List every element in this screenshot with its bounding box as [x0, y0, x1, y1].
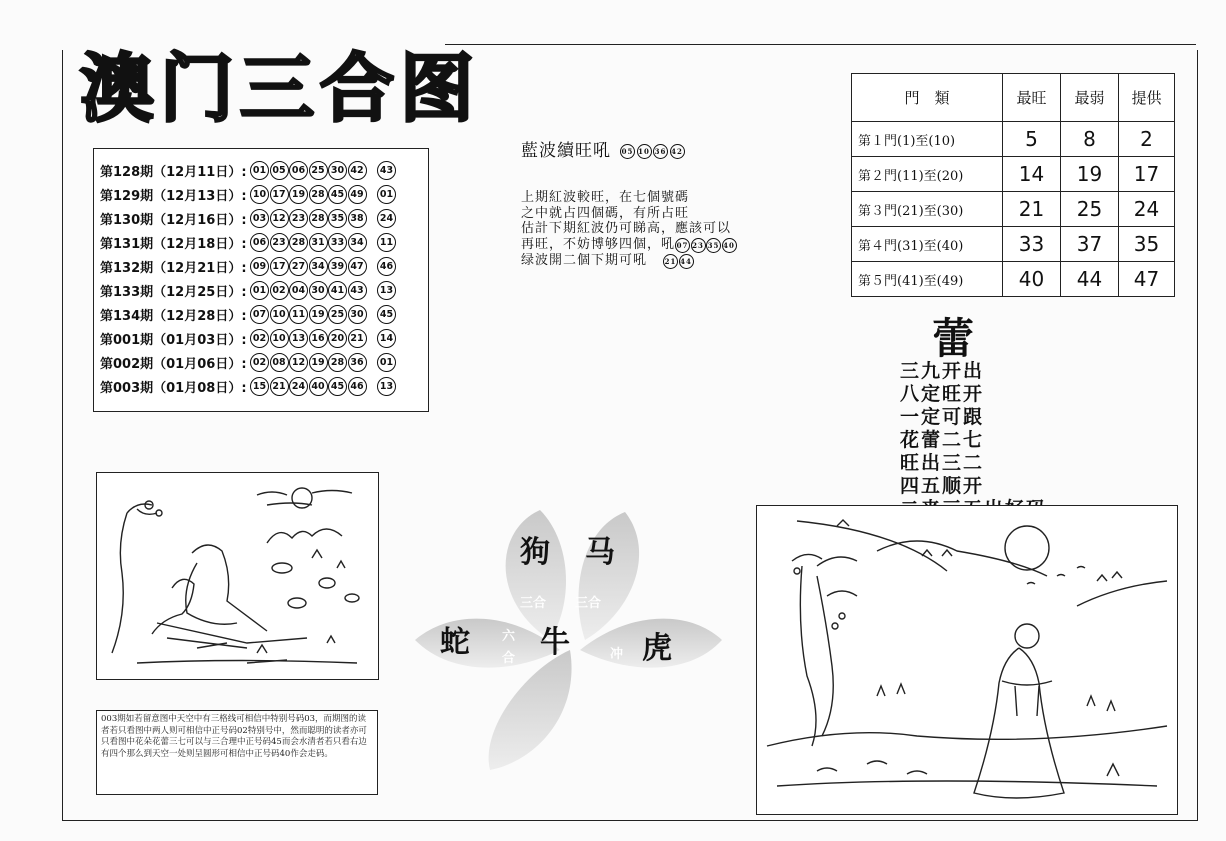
draw-label: 第003期（01月08日）:: [100, 380, 247, 396]
paragraph-balls: [675, 237, 737, 252]
stats-cell-label: 第３門(21)至(30): [852, 192, 1003, 227]
stats-cell-provide: 47: [1119, 262, 1175, 297]
draw-row: [100, 327, 397, 349]
number-ball: 10: [270, 329, 289, 348]
number-ball: 10: [250, 185, 269, 204]
number-ball: 39: [328, 257, 347, 276]
draw-row: [100, 255, 397, 277]
number-ball: 11: [289, 305, 308, 324]
number-ball: 12: [289, 353, 308, 372]
stats-header: 最旺: [1003, 74, 1061, 122]
number-ball: 04: [289, 281, 308, 300]
explanation-note: 003期如若留意图中天空中有三格线可相信中特别号码03，而期图的读者若只看图中两人则可相信中正号码02特别号中，然而聪明的读者亦可只看图中花朵花蕾三七可以与三合理中正号码45而会水清者若只看右边有四个那么到天空一处则呈圆形可相信中正号码40作会走码。: [96, 710, 378, 795]
stats-cell-provide: 2: [1119, 122, 1175, 157]
stats-cell-max: 33: [1003, 227, 1061, 262]
stats-cell-min: 25: [1061, 192, 1119, 227]
number-ball: 43: [348, 281, 367, 300]
number-ball: 03: [250, 209, 269, 228]
draw-row: [100, 351, 397, 373]
number-ball: 02: [250, 329, 269, 348]
number-ball: 25: [328, 305, 347, 324]
petal-top-left: [506, 510, 566, 640]
stats-cell-min: 19: [1061, 157, 1119, 192]
stats-table: [851, 73, 1175, 297]
sanhe-right-tag: 三合: [575, 596, 602, 611]
number-ball: 38: [348, 209, 367, 228]
number-ball: 28: [309, 185, 328, 204]
number-ball: 28: [289, 233, 308, 252]
stats-cell-max: 21: [1003, 192, 1061, 227]
number-ball: 05: [620, 144, 635, 159]
number-ball: 20: [328, 329, 347, 348]
stats-cell-max: 40: [1003, 262, 1061, 297]
number-ball: 27: [289, 257, 308, 276]
stats-cell-label: 第４門(31)至(40): [852, 227, 1003, 262]
paragraph-line-text: 绿波開二個下期可吼: [521, 252, 648, 268]
number-ball: 34: [309, 257, 328, 276]
lei-character: 蕾: [932, 314, 975, 363]
chong-tag: 冲: [610, 647, 624, 662]
number-ball: 08: [270, 353, 289, 372]
paragraph-line: 上期紅波較旺，在七個號碼: [521, 190, 690, 205]
draw-row: [100, 279, 397, 301]
special-ball: 46: [377, 257, 396, 276]
number-ball: 30: [348, 305, 367, 324]
zodiac-flower: [410, 500, 730, 780]
liuhe-tag-1: 六: [502, 629, 516, 644]
number-ball: 25: [309, 161, 328, 180]
stats-cell-max: 5: [1003, 122, 1061, 157]
draw-label: 第129期（12月13日）:: [100, 188, 247, 204]
draw-label: 第002期（01月06日）:: [100, 356, 247, 372]
number-ball: 10: [637, 144, 652, 159]
number-ball: 23: [270, 233, 289, 252]
number-ball: 21: [270, 377, 289, 396]
number-ball: 02: [250, 353, 269, 372]
special-ball: 43: [377, 161, 396, 180]
number-ball: 17: [270, 257, 289, 276]
number-ball: 09: [250, 257, 269, 276]
number-ball: 34: [348, 233, 367, 252]
number-ball: 45: [328, 185, 347, 204]
draw-label: 第133期（12月25日）:: [100, 284, 247, 300]
special-ball: 01: [377, 185, 396, 204]
draw-row: [100, 183, 397, 205]
stats-header: 門 類: [852, 74, 1003, 122]
number-ball: 41: [328, 281, 347, 300]
special-ball: 14: [377, 329, 396, 348]
illustration-lady: [756, 505, 1178, 815]
number-ball: 15: [250, 377, 269, 396]
stats-header: 提供: [1119, 74, 1175, 122]
stats-cell-label: 第２門(11)至(20): [852, 157, 1003, 192]
zodiac-horse: 马: [585, 535, 615, 570]
draw-row: [100, 375, 397, 397]
number-ball: 33: [328, 233, 347, 252]
number-ball: 49: [348, 185, 367, 204]
number-ball: 31: [309, 233, 328, 252]
illustration-scholars: [96, 472, 379, 680]
zodiac-dog: 狗: [520, 535, 550, 570]
number-ball: 36: [348, 353, 367, 372]
number-ball: 23: [289, 209, 308, 228]
number-ball: 35: [706, 238, 721, 253]
stats-cell-label: 第５門(41)至(49): [852, 262, 1003, 297]
number-ball: 42: [348, 161, 367, 180]
zodiac-ox: 牛: [540, 625, 570, 660]
stats-cell-provide: 35: [1119, 227, 1175, 262]
number-ball: 02: [270, 281, 289, 300]
number-ball: 24: [289, 377, 308, 396]
poem-line: 一定可跟: [900, 406, 985, 428]
sanhe-left-tag: 三合: [520, 596, 547, 611]
analysis-paragraph: [521, 190, 737, 269]
draw-label: 第132期（12月21日）:: [100, 260, 247, 276]
number-ball: 19: [309, 353, 328, 372]
paragraph-line-text: 再旺，不妨博够四個，吼: [521, 236, 676, 252]
stats-cell-min: 44: [1061, 262, 1119, 297]
stats-row: [852, 262, 1175, 297]
number-ball: 21: [663, 254, 678, 269]
number-ball: 01: [250, 281, 269, 300]
number-ball: 12: [270, 209, 289, 228]
number-ball: 47: [348, 257, 367, 276]
number-ball: 05: [270, 161, 289, 180]
number-ball: 35: [328, 209, 347, 228]
frame-top-line: [445, 44, 1196, 45]
zodiac-tiger: 虎: [642, 631, 672, 666]
special-ball: 13: [377, 281, 396, 300]
number-ball: 19: [289, 185, 308, 204]
stats-row: [852, 122, 1175, 157]
number-ball: 01: [250, 161, 269, 180]
poem-line: 旺出三二: [900, 452, 985, 474]
paragraph-balls: [663, 253, 694, 268]
number-ball: 16: [309, 329, 328, 348]
draw-row: [100, 303, 397, 325]
number-ball: 40: [722, 238, 737, 253]
number-ball: 21: [348, 329, 367, 348]
poem-line: 八定旺开: [900, 383, 985, 405]
subheading-balls: [619, 139, 685, 159]
poem-line: 三九开出: [900, 360, 985, 382]
stats-header-row: [852, 74, 1175, 122]
stats-cell-provide: 17: [1119, 157, 1175, 192]
number-ball: 46: [348, 377, 367, 396]
poem-line: 花蕾二七: [900, 429, 985, 451]
paragraph-line: [521, 237, 737, 253]
poem-line: 四五顺开: [900, 475, 985, 497]
petal-top-right: [578, 512, 639, 640]
poem: [900, 360, 1047, 521]
stats-cell-min: 37: [1061, 227, 1119, 262]
number-ball: 07: [250, 305, 269, 324]
draw-row: [100, 207, 397, 229]
stats-cell-provide: 24: [1119, 192, 1175, 227]
number-ball: 13: [289, 329, 308, 348]
special-ball: 24: [377, 209, 396, 228]
stats-header: 最弱: [1061, 74, 1119, 122]
zodiac-snake: 蛇: [440, 625, 470, 660]
stats-cell-label: 第１門(1)至(10): [852, 122, 1003, 157]
paragraph-line: 之中就占四個碼，有所占旺: [521, 205, 690, 221]
number-ball: 44: [679, 254, 694, 269]
stats-row: [852, 192, 1175, 227]
draw-label: 第130期（12月16日）:: [100, 212, 247, 228]
number-ball: 10: [270, 305, 289, 324]
draw-label: 第001期（01月03日）:: [100, 332, 247, 348]
number-ball: 19: [309, 305, 328, 324]
paragraph-line: [521, 253, 737, 269]
special-ball: 13: [377, 377, 396, 396]
lady-drawing: [757, 506, 1177, 814]
subheading-text: 藍波續旺吼: [521, 141, 611, 161]
number-ball: 23: [691, 238, 706, 253]
number-ball: 07: [675, 238, 690, 253]
stats-cell-max: 14: [1003, 157, 1061, 192]
draw-label: 第128期（12月11日）:: [100, 164, 247, 180]
petal-bottom: [489, 650, 572, 770]
number-ball: 30: [309, 281, 328, 300]
stats-row: [852, 157, 1175, 192]
draw-results-box: [93, 148, 429, 412]
special-ball: 01: [377, 353, 396, 372]
scholars-drawing: [97, 473, 378, 679]
number-ball: 06: [250, 233, 269, 252]
number-ball: 28: [309, 209, 328, 228]
number-ball: 42: [670, 144, 685, 159]
stats-cell-min: 8: [1061, 122, 1119, 157]
number-ball: 45: [328, 377, 347, 396]
liuhe-tag-2: 合: [502, 651, 516, 666]
paragraph-line: 估計下期紅波仍可睇高，應該可以: [521, 221, 732, 236]
draw-row: [100, 159, 397, 181]
special-ball: 11: [377, 233, 396, 252]
number-ball: 17: [270, 185, 289, 204]
number-ball: 40: [309, 377, 328, 396]
number-ball: 36: [653, 144, 668, 159]
stats-row: [852, 227, 1175, 262]
number-ball: 30: [328, 161, 347, 180]
draw-label: 第131期（12月18日）:: [100, 236, 247, 252]
draw-label: 第134期（12月28日）:: [100, 308, 247, 324]
draw-row: [100, 231, 397, 253]
special-ball: 45: [377, 305, 396, 324]
page-title: 澳门三合图: [80, 46, 480, 132]
number-ball: 28: [328, 353, 347, 372]
number-ball: 06: [289, 161, 308, 180]
subheading: [521, 136, 685, 161]
